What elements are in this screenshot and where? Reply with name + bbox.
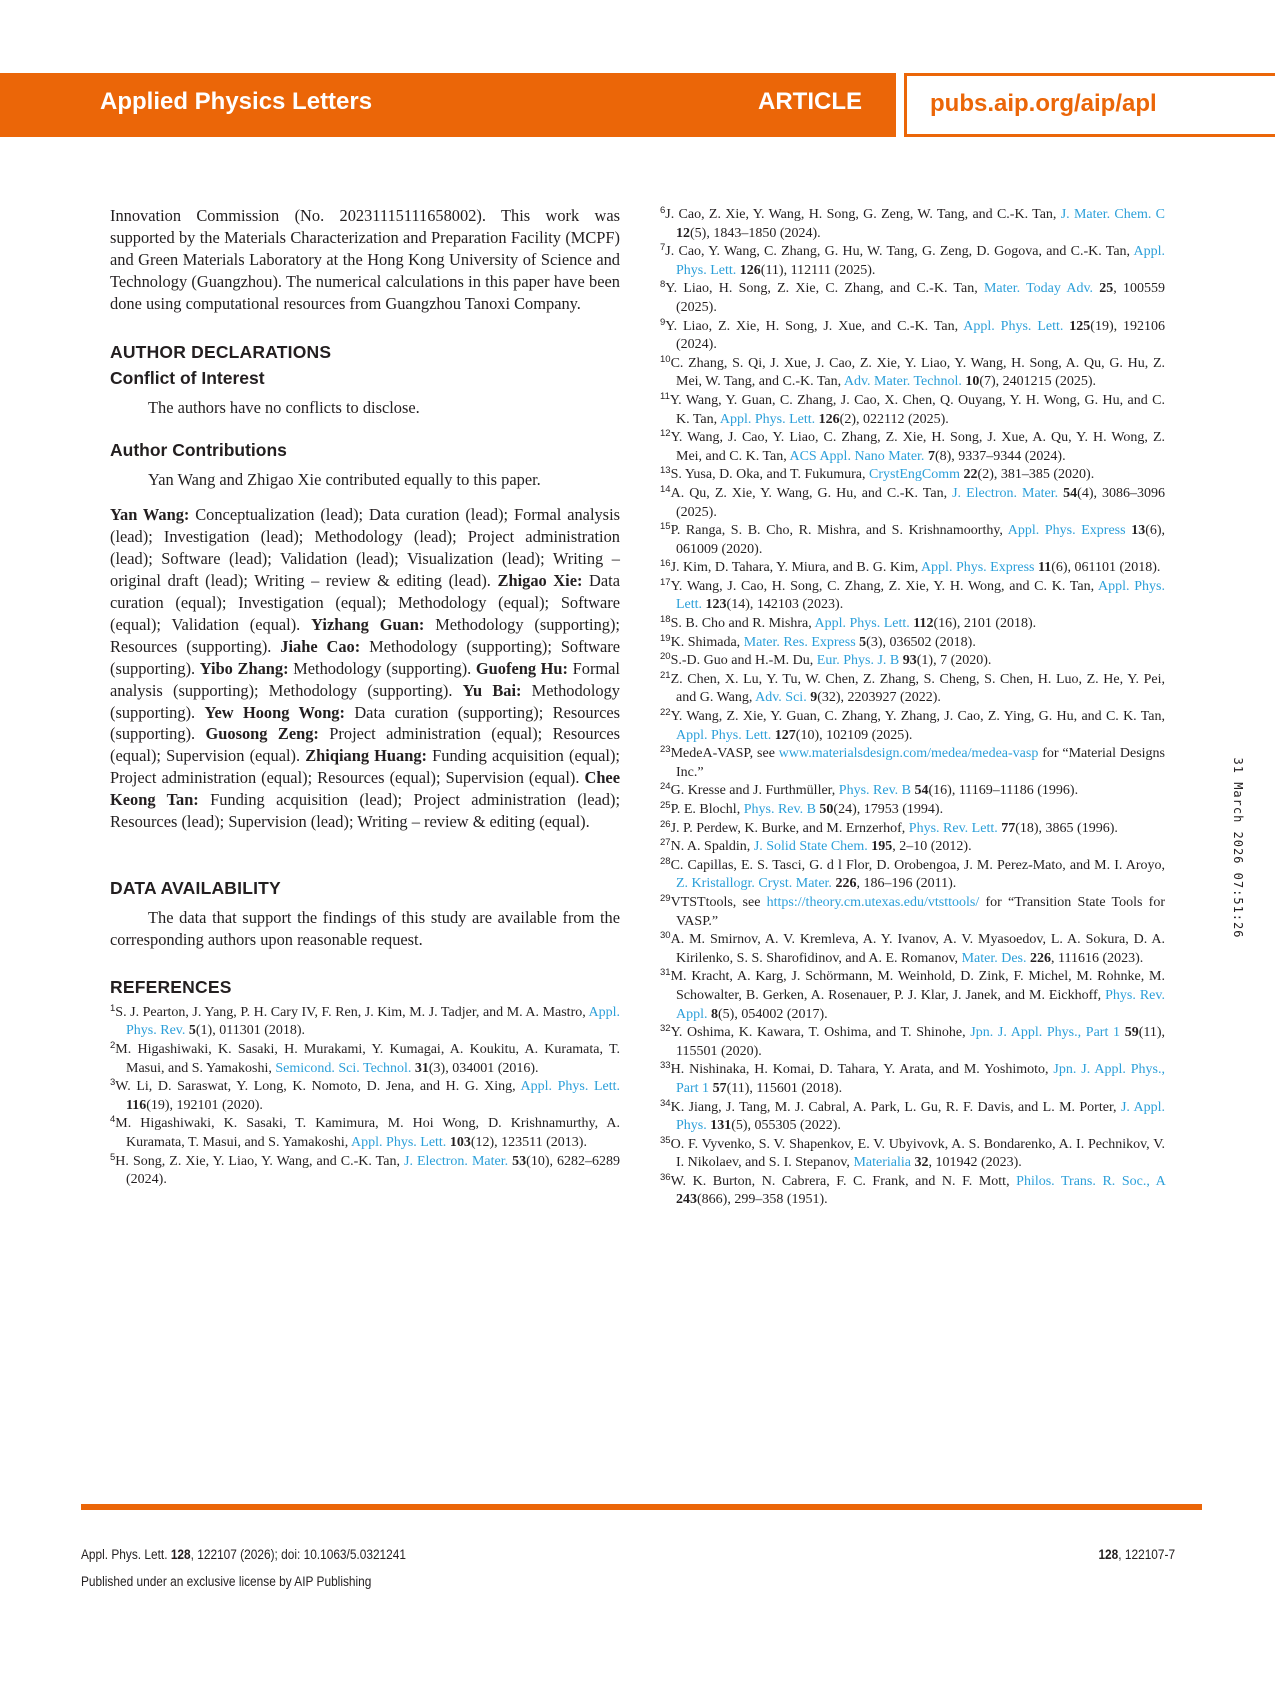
- reference-journal-link[interactable]: Mater. Des.: [961, 950, 1027, 966]
- reference-number: 8: [660, 279, 666, 291]
- reference-journal-link[interactable]: Appl. Phys. Lett.: [351, 1134, 447, 1150]
- reference-volume: 54: [1063, 485, 1078, 501]
- reference-volume: 123: [705, 597, 727, 613]
- reference-pages: , 101942 (2023).: [928, 1155, 1022, 1171]
- reference-pages: (3), 036502 (2018).: [866, 634, 976, 650]
- reference-item: [660, 708, 1165, 745]
- reference-authors: Y. Wang, Z. Xie, Y. Guan, C. Zhang, Y. Zhang, J. Cao, Z. Ying, G. Hu, and C. K. Tan,: [670, 709, 1165, 725]
- reference-authors: A. M. Smirnov, A. V. Kremleva, A. Y. Ivanov, A. V. Myasoedov, L. A. Sokura, D. A. Kirilenko, S. S. Sharofidinov, and A. E. Romanov,: [670, 932, 1165, 966]
- reference-item: [660, 355, 1165, 392]
- reference-authors: S. Yusa, D. Oka, and T. Fukumura,: [670, 467, 870, 483]
- reference-volume: 8: [711, 1006, 718, 1022]
- reference-number: 5: [110, 1151, 116, 1163]
- reference-pages: , 111616 (2023).: [1051, 950, 1144, 966]
- reference-item: [660, 838, 1165, 857]
- reference-item: [660, 1173, 1165, 1210]
- reference-pages: (4), 3086–3096 (2025).: [676, 485, 1166, 520]
- reference-number: 28: [660, 855, 671, 867]
- reference-volume: 31: [414, 1060, 429, 1076]
- reference-journal-link[interactable]: Jpn. J. Appl. Phys., Part 1: [676, 1062, 1165, 1096]
- citation-volume: 128: [170, 1547, 191, 1562]
- reference-pages: (16), 2101 (2018).: [933, 616, 1037, 632]
- reference-pages: for “Transition State Tools for VASP.”: [676, 894, 1165, 929]
- reference-volume: 22: [963, 467, 978, 483]
- reference-volume: 116: [126, 1097, 147, 1113]
- author-contributions-heading: Author Contributions: [110, 440, 287, 461]
- reference-journal-link[interactable]: Appl. Phys. Lett.: [814, 616, 910, 632]
- reference-authors: J. Kim, D. Tahara, Y. Miura, and B. G. Kim,: [670, 560, 921, 576]
- reference-number: 13: [660, 465, 671, 477]
- reference-volume: 226: [1030, 950, 1051, 966]
- reference-pages: (11), 115601 (2018).: [726, 1080, 843, 1096]
- contributor-name: Guosong Zeng:: [205, 724, 319, 744]
- reference-number: 32: [660, 1023, 671, 1035]
- reference-volume: 11: [1038, 560, 1052, 576]
- reference-volume: 243: [676, 1192, 697, 1208]
- reference-item: [110, 1153, 620, 1190]
- reference-pages: (24), 17953 (1994).: [833, 802, 944, 817]
- contributor-name: Guofeng Hu:: [475, 658, 568, 678]
- reference-journal-link[interactable]: www.materialsdesign.com/medea/medea-vasp: [778, 746, 1039, 762]
- contributor-name: Yan Wang:: [110, 505, 190, 525]
- reference-list-left: [110, 1004, 620, 1190]
- reference-number: 20: [660, 651, 671, 663]
- reference-pages: (3), 034001 (2016).: [428, 1060, 539, 1076]
- contributor-name: Yu Bai:: [462, 680, 522, 700]
- data-availability-heading: DATA AVAILABILITY: [110, 877, 281, 898]
- reference-volume: 127: [774, 727, 796, 743]
- reference-pages: (8), 9337–9344 (2024).: [934, 448, 1066, 464]
- reference-item: [660, 522, 1165, 559]
- reference-authors: J. Cao, Z. Xie, Y. Wang, H. Song, G. Zeng, W. Tang, and C.-K. Tan,: [665, 207, 1061, 222]
- reference-number: 11: [660, 390, 670, 402]
- reference-pages: , 2–10 (2012).: [892, 839, 972, 855]
- reference-journal-link[interactable]: Phys. Rev. B: [743, 802, 816, 817]
- reference-authors: VTSTtools, see: [670, 894, 767, 910]
- reference-authors: K. Shimada,: [670, 634, 744, 650]
- reference-authors: P. Ranga, S. B. Cho, R. Mishra, and S. Krishnamoorthy,: [670, 523, 1008, 539]
- contributor-name: Yibo Zhang:: [199, 658, 289, 678]
- reference-authors: MedeA-VASP, see: [670, 746, 779, 762]
- reference-item: [660, 652, 1165, 671]
- contributor-roles: Data curation (supporting); Resources (supporting).: [110, 702, 621, 744]
- contributor-roles: Project administration (equal); Resources (equal); Supervision (equal).: [110, 724, 620, 766]
- reference-authors: W. Li, D. Saraswat, Y. Long, K. Nomoto, D. Jena, and H. G. Xing,: [115, 1079, 521, 1095]
- reference-volume: 54: [914, 783, 929, 799]
- reference-number: 17: [660, 576, 671, 588]
- reference-volume: 226: [835, 876, 857, 892]
- reference-authors: G. Kresse and J. Furthmüller,: [670, 783, 839, 799]
- reference-pages: (10), 6282–6289 (2024).: [126, 1153, 621, 1188]
- reference-item: [660, 1024, 1165, 1061]
- reference-pages: (6), 061101 (2018).: [1051, 560, 1161, 576]
- reference-pages: (16), 11169–11186 (1996).: [928, 783, 1079, 799]
- reference-journal-link[interactable]: Adv. Sci.: [755, 690, 807, 706]
- reference-authors: P. E. Blochl,: [670, 802, 744, 817]
- page-volume: 128: [1098, 1547, 1119, 1562]
- reference-journal-link[interactable]: Semicond. Sci. Technol.: [275, 1060, 412, 1076]
- reference-authors: H. Nishinaka, H. Komai, D. Tahara, Y. Arata, and M. Yoshimoto,: [670, 1062, 1054, 1078]
- reference-pages: (5), 054002 (2017).: [718, 1006, 828, 1022]
- contributor-name: Chee Keong Tan:: [110, 768, 620, 810]
- reference-list-right: [660, 206, 1165, 1210]
- citation-journal: Appl. Phys. Lett.: [81, 1547, 171, 1562]
- reference-volume: 7: [927, 448, 935, 464]
- reference-volume: 126: [818, 411, 840, 427]
- reference-authors: Y. Liao, Z. Xie, H. Song, J. Xue, and C.-K. Tan,: [665, 318, 964, 334]
- reference-number: 27: [660, 837, 671, 849]
- footer-rule: [81, 1504, 1202, 1510]
- reference-number: 4: [110, 1114, 116, 1126]
- equal-contribution-note: Yan Wang and Zhigao Xie contributed equally to this paper.: [148, 470, 541, 490]
- reference-number: 18: [660, 614, 671, 626]
- reference-number: 19: [660, 632, 671, 644]
- reference-journal-link[interactable]: Appl. Phys. Lett.: [719, 411, 816, 427]
- reference-volume: 10: [965, 374, 980, 390]
- reference-journal-link[interactable]: https://theory.cm.utexas.edu/vtsttools/: [766, 894, 980, 910]
- reference-pages: (11), 112111 (2025).: [760, 262, 876, 278]
- reference-volume: 195: [871, 839, 893, 855]
- reference-item: [660, 801, 1165, 820]
- reference-journal-link[interactable]: J. Electron. Mater.: [952, 485, 1059, 501]
- footer-page-number: [1098, 1547, 1175, 1562]
- left-column: [110, 205, 620, 1190]
- journal-url-link[interactable]: pubs.aip.org/aip/apl: [930, 90, 1157, 117]
- reference-journal-link[interactable]: Phys. Rev. Lett.: [908, 820, 998, 836]
- reference-authors: S. J. Pearton, J. Yang, P. H. Cary IV, F. Ren, J. Kim, M. J. Tadjer, and M. A. Mastro,: [115, 1004, 589, 1020]
- reference-journal-link[interactable]: CrystEngComm: [869, 467, 961, 483]
- reference-number: 26: [660, 818, 671, 830]
- reference-number: 9: [660, 316, 666, 328]
- reference-number: 15: [660, 521, 671, 533]
- reference-authors: S.-D. Guo and H.-M. Du,: [670, 653, 817, 669]
- reference-journal-link[interactable]: Materialia: [853, 1155, 911, 1171]
- reference-item: [660, 1061, 1165, 1098]
- contributor-roles: Funding acquisition (lead); Project administration (lead); Resources (lead); Supervision (lead); Writing – review & editing (equal).: [110, 790, 620, 832]
- reference-volume: 93: [902, 653, 917, 669]
- reference-number: 34: [660, 1097, 671, 1109]
- reference-pages: (5), 055305 (2022).: [731, 1118, 841, 1134]
- reference-pages: (2), 022112 (2025).: [839, 411, 949, 427]
- author-declarations-heading: AUTHOR DECLARATIONS: [110, 341, 332, 362]
- contributor-roles: Funding acquisition (equal); Project administration (equal); Resources (equal); Supervision (equal).: [110, 746, 620, 788]
- contributor-roles: Methodology (supporting).: [110, 680, 620, 722]
- reference-item: [660, 578, 1165, 615]
- reference-authors: M. Kracht, A. Karg, J. Schörmann, M. Weinhold, D. Zink, F. Michel, M. Rohnke, M. Schowalter, B. Gerken, A. Rosenauer, P. J. Klar, J. Janek, and M. Eickhoff,: [670, 969, 1165, 1003]
- reference-journal-link[interactable]: Mater. Today Adv.: [983, 281, 1094, 297]
- reference-item: [110, 1078, 620, 1115]
- reference-authors: Y. Oshima, K. Kawara, T. Oshima, and T. Shinohe,: [670, 1025, 971, 1041]
- reference-number: 3: [110, 1077, 116, 1089]
- reference-item: [660, 634, 1165, 653]
- reference-number: 6: [660, 205, 666, 216]
- reference-pages: (18), 3865 (1996).: [1015, 820, 1118, 836]
- reference-authors: A. Qu, Z. Xie, Y. Wang, G. Hu, and C.-K. Tan,: [670, 485, 953, 501]
- contributor-name: Zhigao Xie:: [497, 571, 583, 591]
- reference-authors: O. F. Vyvenko, S. V. Shapenkov, E. V. Ubyivovk, A. S. Bondarenko, A. I. Pechnikov, V. I. Nikolaev, and S. I. Stepanov,: [670, 1136, 1165, 1171]
- reference-journal-link[interactable]: Philos. Trans. R. Soc., A: [1016, 1173, 1165, 1189]
- reference-item: [660, 485, 1165, 522]
- reference-journal-link[interactable]: Phys. Rev. Appl.: [676, 987, 1165, 1022]
- contributor-name: Zhiqiang Huang:: [305, 746, 427, 766]
- data-availability-text: The data that support the findings of this study are available from the corresponding authors upon reasonable request.: [110, 907, 620, 949]
- reference-journal-link[interactable]: Appl. Phys. Lett.: [963, 318, 1064, 334]
- reference-volume: 125: [1069, 318, 1091, 334]
- reference-number: 22: [660, 707, 671, 719]
- reference-authors: H. Song, Z. Xie, Y. Liao, Y. Wang, and C.-K. Tan,: [115, 1153, 404, 1169]
- reference-item: [660, 280, 1165, 317]
- footer-license: Published under an exclusive license by AIP Publishing: [81, 1574, 372, 1589]
- reference-number: 21: [660, 669, 671, 681]
- reference-item: [660, 243, 1165, 280]
- reference-journal-link[interactable]: Jpn. J. Appl. Phys., Part 1: [970, 1025, 1121, 1041]
- reference-authors: N. A. Spaldin,: [670, 839, 754, 855]
- reference-authors: C. Capillas, E. S. Tasci, G. d l Flor, D. Orobengoa, J. M. Perez-Mato, and M. I. Aroyo,: [670, 857, 1165, 873]
- reference-volume: 50: [819, 802, 834, 817]
- reference-volume: 32: [914, 1155, 929, 1171]
- reference-journal-link[interactable]: J. Appl. Phys.: [676, 1099, 1165, 1134]
- contributor-roles: Formal analysis (supporting); Methodology (supporting).: [110, 658, 620, 700]
- reference-item: [110, 1115, 620, 1152]
- reference-item: [660, 392, 1165, 429]
- contributor-name: Yizhang Guan:: [311, 614, 425, 634]
- reference-volume: 57: [712, 1080, 727, 1096]
- reference-item: [660, 1136, 1165, 1173]
- reference-item: [660, 429, 1165, 466]
- reference-item: [660, 820, 1165, 839]
- reference-pages: (19), 192106 (2024).: [676, 318, 1166, 353]
- contributions-paragraph: [110, 504, 620, 833]
- reference-volume: 112: [913, 616, 934, 632]
- reference-number: 23: [660, 744, 671, 756]
- reference-journal-link[interactable]: Appl. Phys. Lett.: [676, 578, 1165, 613]
- reference-pages: , 186–196 (2011).: [856, 876, 957, 892]
- reference-volume: 53: [512, 1153, 527, 1169]
- reference-volume: 77: [1001, 820, 1016, 836]
- reference-authors: J. P. Perdew, K. Burke, and M. Ernzerhof,: [670, 820, 909, 836]
- reference-number: 7: [660, 242, 666, 254]
- reference-number: 25: [660, 800, 671, 811]
- reference-item: [660, 1099, 1165, 1136]
- reference-authors: Y. Liao, H. Song, Z. Xie, C. Zhang, and C.-K. Tan,: [665, 281, 984, 297]
- reference-pages: (2), 381–385 (2020).: [977, 467, 1095, 483]
- reference-number: 1: [110, 1002, 116, 1014]
- reference-item: [660, 782, 1165, 801]
- reference-journal-link[interactable]: Appl. Phys. Express: [920, 560, 1035, 576]
- reference-item: [660, 745, 1165, 782]
- reference-number: 10: [660, 353, 671, 365]
- conflict-of-interest-heading: Conflict of Interest: [110, 367, 265, 388]
- reference-authors: M. Higashiwaki, K. Sasaki, T. Kamimura, M. Hoi Wong, D. Krishnamurthy, A. Kuramata, T. Masui, and S. Yamakoshi,: [115, 1116, 620, 1150]
- reference-authors: W. K. Burton, N. Cabrera, F. C. Frank, and N. F. Mott,: [670, 1173, 1017, 1189]
- footer-citation: [81, 1547, 406, 1562]
- reference-journal-link[interactable]: Eur. Phys. J. B: [816, 653, 900, 669]
- reference-authors: J. Cao, Y. Wang, C. Zhang, G. Hu, W. Tang, G. Zeng, D. Gogova, and C.-K. Tan,: [665, 244, 1134, 260]
- reference-journal-link[interactable]: Adv. Mater. Technol.: [843, 374, 962, 390]
- reference-volume: 131: [710, 1118, 732, 1134]
- reference-journal-link[interactable]: Appl. Phys. Lett.: [676, 244, 1165, 278]
- reference-pages: (10), 102109 (2025).: [795, 727, 913, 743]
- citation-doi: , 122107 (2026); doi: 10.1063/5.0321241: [190, 1547, 406, 1562]
- reference-number: 24: [660, 781, 671, 793]
- reference-pages: (6), 061009 (2020).: [676, 523, 1166, 557]
- contributor-roles: Methodology (supporting); Resources (supporting).: [110, 614, 620, 656]
- reference-journal-link[interactable]: J. Electron. Mater.: [404, 1153, 509, 1169]
- contributor-roles: Methodology (supporting); Software (supporting).: [110, 636, 620, 678]
- reference-item: [110, 1041, 620, 1078]
- reference-volume: 13: [1131, 523, 1146, 539]
- reference-volume: 9: [810, 690, 818, 706]
- reference-authors: Y. Wang, J. Cao, Y. Liao, C. Zhang, Z. Xie, H. Song, J. Xue, A. Qu, Y. H. Wong, Z. Mei, and C. K. Tan,: [670, 430, 1165, 464]
- reference-volume: 5: [188, 1023, 196, 1039]
- acknowledgment-text: Innovation Commission (No. 20231115111658002). This work was supported by the Materials Characterization and Preparation Facility (MCPF) and Green Materials Laboratory at the Hong Kong University of Science and Technology (Guangzhou). The numerical calculations in this paper have been done using computational resources from Guangzhou Tanoxi Company.: [110, 206, 620, 313]
- conflict-text: The authors have no conflicts to disclose.: [148, 397, 420, 417]
- reference-number: 36: [660, 1171, 671, 1183]
- reference-pages: (32), 2203927 (2022).: [817, 690, 941, 706]
- reference-journal-link[interactable]: Mater. Res. Express: [743, 634, 856, 650]
- reference-authors: Z. Chen, X. Lu, Y. Tu, W. Chen, Z. Zhang, S. Cheng, S. Chen, H. Luo, Z. He, Y. Pei, and G. Wang,: [670, 671, 1165, 706]
- contributor-name: Yew Hoong Wong:: [204, 702, 345, 722]
- reference-journal-link[interactable]: J. Mater. Chem. C: [1060, 207, 1165, 222]
- reference-journal-link[interactable]: ACS Appl. Nano Mater.: [789, 448, 925, 464]
- reference-pages: (7), 2401215 (2025).: [979, 374, 1097, 390]
- reference-authors: Y. Wang, J. Cao, H. Song, C. Zhang, Z. Xie, Y. H. Wong, and C. K. Tan,: [670, 578, 1099, 594]
- reference-pages: (19), 192101 (2020).: [146, 1097, 263, 1113]
- reference-number: 33: [660, 1060, 671, 1072]
- reference-item: [660, 318, 1165, 355]
- contributor-roles: Conceptualization (lead); Data curation (lead); Formal analysis (lead); Investigation (lead); Methodology (lead); Project administration (lead); Software (lead); Validation (lead); Visualization (lead); Writing – original draft (lead); Writing – review & editing (lead).: [110, 505, 620, 591]
- reference-journal-link[interactable]: Appl. Phys. Rev.: [126, 1004, 620, 1039]
- contributor-roles: Data curation (equal); Investigation (equal); Methodology (equal); Software (equal); Validation (equal).: [110, 571, 620, 634]
- reference-number: 2: [110, 1039, 116, 1051]
- reference-authors: M. Higashiwaki, K. Sasaki, H. Murakami, Y. Kumagai, A. Koukitu, A. Kuramata, T. Masui, and S. Yamakoshi,: [115, 1041, 620, 1076]
- reference-journal-link[interactable]: Appl. Phys. Lett.: [520, 1079, 621, 1095]
- reference-number: 14: [660, 483, 671, 495]
- reference-volume: 25: [1099, 281, 1114, 297]
- reference-number: 35: [660, 1134, 671, 1146]
- reference-volume: 5: [859, 634, 867, 650]
- reference-journal-link[interactable]: Appl. Phys. Express: [1007, 523, 1126, 539]
- reference-item: [660, 968, 1165, 1024]
- reference-pages: (866), 299–358 (1951).: [697, 1192, 828, 1208]
- reference-journal-link[interactable]: Appl. Phys. Lett.: [676, 727, 772, 743]
- reference-journal-link[interactable]: J. Solid State Chem.: [753, 839, 868, 855]
- reference-number: 29: [660, 892, 671, 904]
- reference-item: [660, 206, 1165, 243]
- reference-item: [660, 559, 1165, 578]
- reference-pages: (14), 142103 (2023).: [726, 597, 844, 613]
- contributor-roles: Methodology (supporting).: [288, 658, 476, 678]
- reference-pages: (5), 1843–1850 (2024).: [690, 225, 821, 241]
- reference-authors: Y. Wang, Y. Guan, C. Zhang, J. Cao, X. Chen, Q. Ouyang, Y. H. Wong, G. Hu, and C. K. Tan,: [669, 392, 1165, 427]
- reference-pages: (11), 115501 (2020).: [676, 1025, 1165, 1059]
- page-number: , 122107-7: [1118, 1547, 1175, 1562]
- contributor-name: Jiahe Cao:: [280, 636, 361, 656]
- reference-pages: for “Material Designs Inc.”: [676, 746, 1165, 780]
- journal-title: Applied Physics Letters: [100, 88, 373, 115]
- reference-journal-link[interactable]: Z. Kristallogr. Cryst. Mater.: [676, 876, 832, 892]
- reference-item: [660, 466, 1165, 485]
- reference-pages: , 100559 (2025).: [676, 281, 1166, 315]
- reference-pages: (1), 7 (2020).: [916, 653, 992, 669]
- reference-authors: K. Jiang, J. Tang, M. J. Cabral, A. Park, L. Gu, R. F. Davis, and L. M. Porter,: [670, 1099, 1121, 1115]
- reference-pages: (12), 123511 (2013).: [470, 1134, 587, 1150]
- references-heading: REFERENCES: [110, 976, 232, 997]
- reference-number: 16: [660, 558, 671, 570]
- reference-pages: (1), 011301 (2018).: [195, 1023, 306, 1039]
- reference-volume: 59: [1124, 1025, 1139, 1041]
- reference-item: [110, 1004, 620, 1041]
- reference-authors: C. Zhang, S. Qi, J. Xue, J. Cao, Z. Xie, Y. Liao, Y. Wang, H. Song, A. Qu, G. Hu, Z. Mei, W. Tang, and C.-K. Tan,: [670, 355, 1165, 390]
- reference-number: 30: [660, 930, 671, 942]
- article-type-label: ARTICLE: [758, 88, 862, 115]
- reference-item: [660, 894, 1165, 931]
- reference-number: 12: [660, 428, 671, 440]
- reference-volume: 126: [739, 262, 761, 278]
- reference-number: 31: [660, 967, 671, 979]
- reference-item: [660, 615, 1165, 634]
- reference-volume: 103: [449, 1134, 471, 1150]
- reference-volume: 12: [676, 225, 690, 241]
- download-timestamp: 31 March 2026 07:51:26: [1231, 757, 1245, 939]
- reference-journal-link[interactable]: Phys. Rev. B: [838, 783, 911, 799]
- reference-item: [660, 857, 1165, 894]
- reference-item: [660, 671, 1165, 708]
- reference-item: [660, 931, 1165, 968]
- reference-authors: S. B. Cho and R. Mishra,: [670, 616, 815, 632]
